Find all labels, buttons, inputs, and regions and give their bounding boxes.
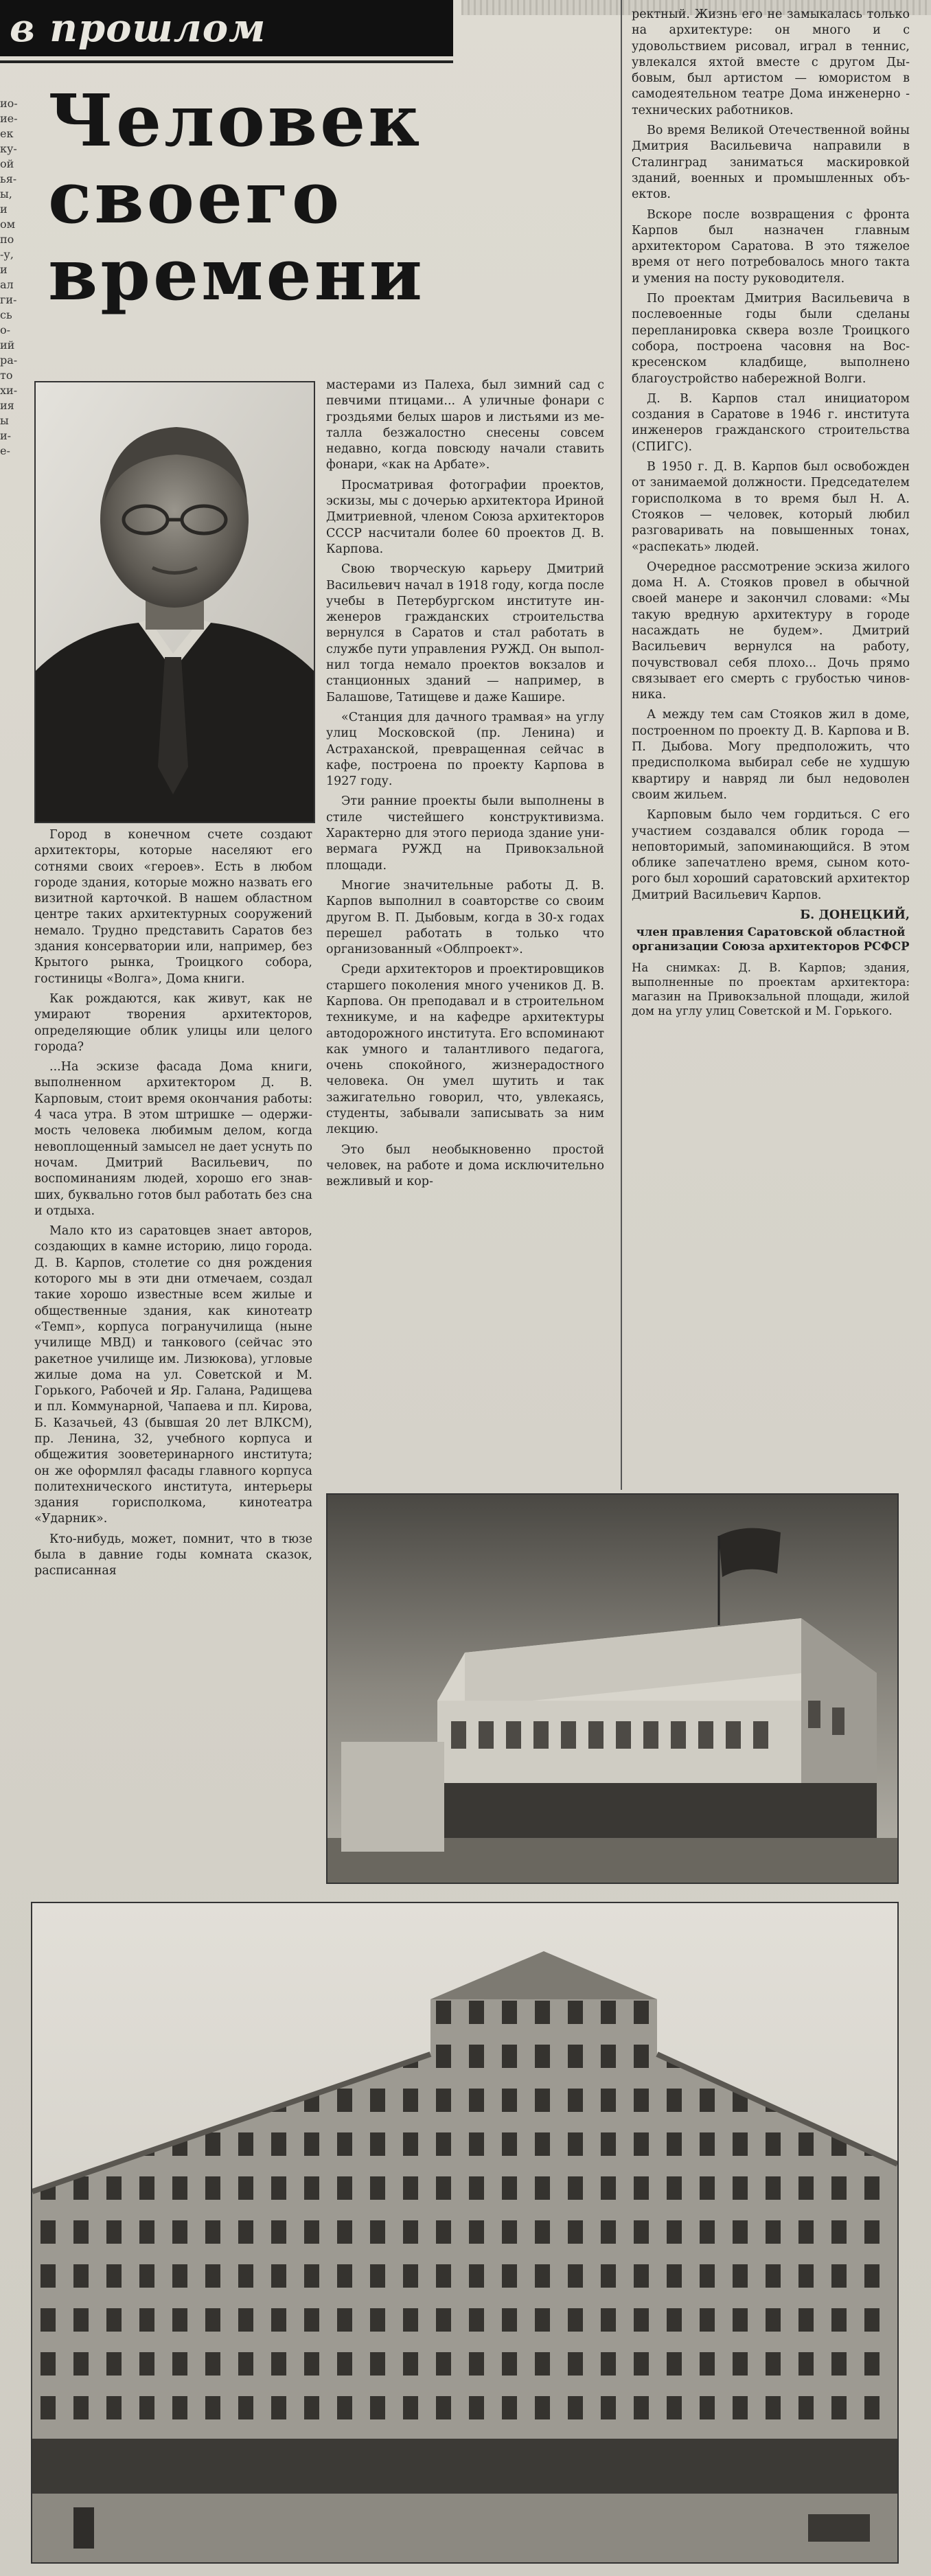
portrait-photo — [34, 381, 315, 823]
margin-fragment: ы, — [0, 187, 12, 200]
margin-fragment: ек — [0, 127, 14, 140]
margin-fragment: по — [0, 233, 14, 246]
right-text-column — [632, 7, 910, 1018]
margin-fragment: и — [0, 203, 8, 216]
margin-fragment: ы — [0, 414, 9, 427]
paragraph: Вскоре после возвращения с фронта Карпов был назначен главным архитектором Саратова. В это тяжелое время от него потребовалось много такта и умения на посту руководителя. — [632, 207, 910, 286]
headline-line-2: своего — [48, 155, 343, 240]
photo-caption: На снимках: Д. В. Карпов; здания, выполненные по проектам архитектора: магазин на Привокзальной площади, жилой дом на углу улиц Советской и М. Горького. — [632, 961, 910, 1018]
margin-fragment: -у, — [0, 248, 14, 261]
margin-fragment: ий — [0, 338, 15, 352]
paragraph: Эти ранние проекты были выполнены в стиле чистейшего конструктивизма. Характерно для этого периода здание универмага РУЖД на Привокзальной площади. — [326, 794, 604, 873]
author-signature: Б. ДОНЕЦКИЙ, — [800, 908, 910, 923]
article-headline — [48, 78, 433, 317]
margin-fragment: ио- — [0, 97, 18, 110]
paragraph: В 1950 г. Д. В. Карпов был освобожден от занимаемой должности. Председателем горисполкома в то время был Н. А. Стояков — человек, который любил разговаривать на повышенных тонах, «распекать» людей. — [632, 460, 910, 554]
author-role: член правления Саратовской областной организации Союза архитекторов РСФСР — [632, 925, 910, 954]
margin-fragment: ги- — [0, 293, 17, 306]
paragraph: Карповым было чем гордиться. С его участием создавался облик города — неповторимый, запоминающийся. В этом облике запечатлено время, сыном которого был хороший саратовский архитектор Дмитрий Васильевич Карпов. — [632, 808, 910, 902]
margin-fragment: и — [0, 263, 8, 276]
margin-fragment: ал — [0, 278, 14, 291]
margin-fragment: ья- — [0, 172, 17, 185]
margin-fragment: ку- — [0, 142, 17, 155]
headline-line-3: времени — [48, 232, 425, 317]
paragraph: Очередное рассмотрение эскиза жилого дома Н. А. Стояков провел в обычной своей манере и закончил словами: «Мы такую вредную архитектуру в городе насаждать не будем». Дмитрий Васильевич вернулся на работу, почувствовал себя плохо... Дочь прямо связывает его смерть с грубостью чиновника. — [632, 560, 910, 702]
margin-fragment: е- — [0, 444, 10, 457]
paragraph: Как рождаются, как живут, как не умирают творения архитекторов, определяющие облик улицы или целого города? — [34, 991, 312, 1054]
margin-fragment: ия — [0, 399, 14, 412]
margin-fragment: и- — [0, 429, 12, 442]
section-rubric: в прошлом — [0, 0, 453, 56]
left-text-column — [34, 827, 312, 1584]
portrait-image — [36, 382, 314, 822]
margin-fragment: ой — [0, 157, 14, 170]
middle-text-column — [326, 378, 604, 1195]
paragraph: «Станция для дачного трамвая» на углу улиц Московской (пр. Ленина) и Астраханской, превращенная сейчас в кафе, построена по проекту Карпова в 1927 году. — [326, 710, 604, 789]
margin-fragment: ра- — [0, 354, 18, 367]
headline-line-1: Человек — [48, 78, 423, 163]
residential-building-image — [32, 1903, 897, 2562]
margin-fragment: сь — [0, 308, 12, 321]
paragraph: Многие значительные работы Д. В. Карпов выполнил в соавторстве со своим другом В. П. Дыбовым, когда в 30-х годах перешел работать в только что организованный «Облпроект». — [326, 878, 604, 957]
paragraph: Д. В. Карпов стал инициатором создания в Саратове в 1946 г. института инженеров гражданского строительства (СПИГС). — [632, 391, 910, 454]
paragraph: Во время Великой Отечественной войны Дмитрия Васильевича направили в Сталинград заниматься маскировкой зданий, военных и промышленных объектов. — [632, 124, 910, 202]
adjacent-article-fragments — [0, 96, 16, 459]
margin-fragment: хи- — [0, 384, 18, 397]
paragraph: Среди архитекторов и проектировщиков старшего поколения много учеников Д. В. Карпова. Он преподавал и в строительном техникуме, и на кафедре архитектуры автодорожного института. Его вспоминают как умного и талантливого педагога, очень спокойного, жизнерадостного человека. Он умел шутить и так зажигательно говорил, что, увлекаясь, студенты, забывали записывать за ним лекцию. — [326, 963, 604, 1137]
margin-fragment: то — [0, 369, 13, 382]
column-rule — [621, 0, 622, 1490]
margin-fragment: ом — [0, 218, 16, 231]
paragraph: Свою творческую карьеру Дмитрий Васильевич начал в 1918 году, когда после учебы в Петербургском институте инженеров гражданских строительства вернулся в Саратов и стал работать в службе пути управления РУЖД. Он выполнил тогда немало проектов вокзалов и станционных зданий — например, в Балашове, Татищеве и даже Кашире. — [326, 562, 604, 704]
paragraph: мастерами из Палеха, был зимний сад с певчими птицами... А уличные фонари с гроздьями белых шаров и листьями из металла безжалостно снесены совсем недавно, когда повсюду начали ставить фонари, «как на Арбате». — [326, 378, 604, 472]
residential-building-photo — [31, 1902, 899, 2564]
rubric-divider — [0, 60, 453, 63]
paragraph: Просматривая фотографии проектов, эскизы, мы с дочерью архитектора Ириной Дмитриевной, членом Союза архитекторов СССР насчитали более 60 проектов Д. В. Карпова. — [326, 478, 604, 556]
margin-fragment: о- — [0, 323, 11, 336]
paragraph: Это был необыкновенно простой человек, на работе и дома исключительно вежливый и кор- — [326, 1142, 604, 1189]
store-building-image — [327, 1495, 897, 1883]
paragraph: По проектам Дмитрия Васильевича в послевоенные годы были сделаны перепланировка сквера возле Троицкого собора, построена часовня на Воскресенском кладбище, выполнено благоустройство набережной Волги. — [632, 292, 910, 386]
paragraph: ...На эскизе фасада Дома книги, выполненном архитектором Д. В. Карповым, стоит время окончания работы: 4 часа утра. В этом штришке — одержимость человека любимым делом, когда невоплощенный замысел не дает уснуть по ночам. Дмитрий Васильевич, по воспоминаниям людей, хорошо его знавших, буквально готов был работать без сна и отдыха. — [34, 1060, 312, 1218]
paragraph: ректный. Жизнь его не замыкалась только на архитектуре: он много и с удовольствием рисовал, играл в теннис, увлекался яхтой вместе с другом Дыбовым, был артистом — юмористом в самодеятельном театре Дома инженерно - технических работников. — [632, 8, 910, 117]
paragraph: Город в конечном счете создают архитекторы, которые населяют его сотнями своих «героев». Есть в любом городе здания, которые можно назвать его визитной карточкой. В нашем областном центре таких архитектурных сооружений немало. Трудно представить Саратов без здания консерватории или, например, без Крытого рынка, Троицкого собора, гостиницы «Волга», Дома книги. — [34, 828, 312, 986]
store-building-photo — [326, 1493, 899, 1884]
paragraph: Кто-нибудь, может, помнит, что в тюзе была в давние годы комната сказок, расписанная — [34, 1532, 312, 1578]
margin-fragment: ие- — [0, 112, 18, 125]
paragraph: А между тем сам Стояков жил в доме, построенном по проекту Д. В. Карпова и В. П. Дыбова. Могу предположить, что предисполкома выбирал себе не худшую квартиру и навряд ли был недоволен своим жильем. — [632, 708, 910, 802]
paragraph: Мало кто из саратовцев знает авторов, создающих в камне историю, лицо города. Д. В. Карпов, столетие со дня рождения которого мы в эти дни отмечаем, создал такие хорошо известные всем жилые и общественные здания, как кинотеатр «Темп», корпуса погранучилища (ныне училище МВД) и танкового (сейчас это ракетное училище им. Лизюкова), угловые жилые дома на ул. Советской и М. Горького, Рабочей и Яр. Галана, Радищева и пл. Коммунарной, Чапаева и пл. Кирова, Б. Казачьей, 43 (бывшая 20 лет ВЛКСМ), пр. Ленина, 32, учебного корпуса и общежития зооветеринарного института; он же оформлял фасады главного корпуса политехнического института, интерьеры здания горисполкома, кинотеатра «Ударник». — [34, 1224, 312, 1526]
